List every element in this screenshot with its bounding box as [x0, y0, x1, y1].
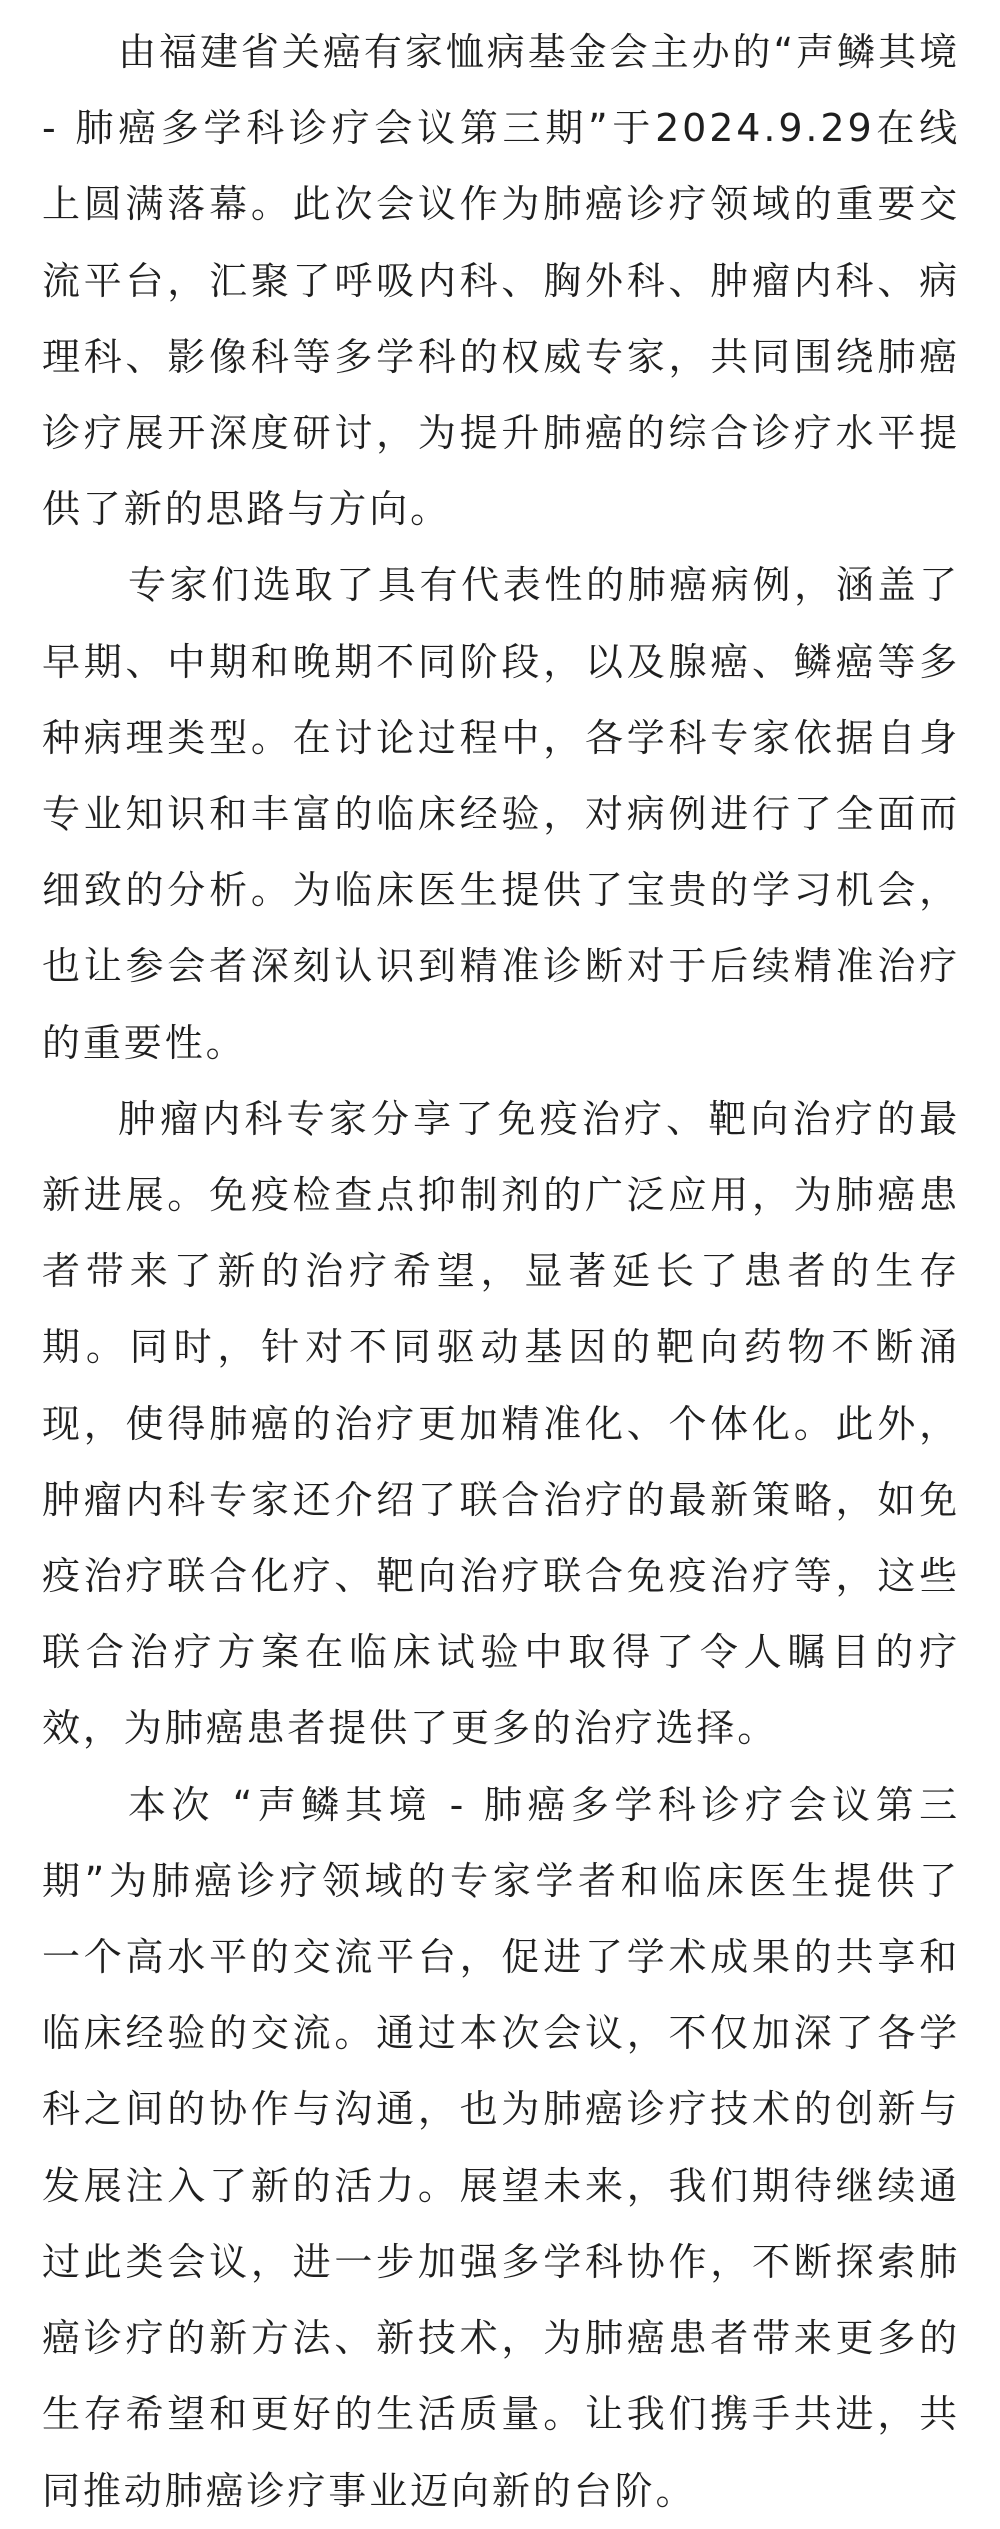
paragraph-intro: 由福建省关癌有家恤病基金会主办的“声鳞其境 - 肺癌多学科诊疗会议第三期”于2024.9.29在线上圆满落幕。此次会议作为肺癌诊疗领域的重要交流平台，汇聚了呼吸内科、胸外科、肿瘤内科、病理科、影像科等多学科的权威专家，共同围绕肺癌诊疗展开深度研讨，为提升肺癌的综合诊疗水平提供了新的思路与方向。: [42, 30, 975, 532]
paragraph-conclusion: 本次 “声鳞其境 - 肺癌多学科诊疗会议第三期”为肺癌诊疗领域的专家学者和临床医生提供了一个高水平的交流平台，促进了学术成果的共享和临床经验的交流。通过本次会议，不仅加深了各学科之间的协作与沟通，也为肺癌诊疗技术的创新与发展注入了新的活力。展望未来，我们期待继续通过此类会议，进一步加强多学科协作，不断探索肺癌诊疗的新方法、新技术，为肺癌患者带来更多的生存希望和更好的生活质量。让我们携手共进，共同推动肺癌诊疗事业迈向新的台阶。: [42, 1782, 960, 2513]
article-body: [42, 14, 975, 2529]
paragraph-oncology-progress: 肿瘤内科专家分享了免疫治疗、靶向治疗的最新进展。免疫检查点抑制剂的广泛应用，为肺癌患者带来了新的治疗希望，显著延长了患者的生存期。同时，针对不同驱动基因的靶向药物不断涌现，使得肺癌的治疗更加精准化、个体化。此外，肿瘤内科专家还介绍了联合治疗的最新策略，如免疫治疗联合化疗、靶向治疗联合免疫治疗等，这些联合治疗方案在临床试验中取得了令人瞩目的疗效，为肺癌患者提供了更多的治疗选择。: [42, 1096, 960, 1751]
paragraph-case-discussion: 专家们选取了具有代表性的肺癌病例，涵盖了早期、中期和晚期不同阶段，以及腺癌、鳞癌等多种病理类型。在讨论过程中，各学科专家依据自身专业知识和丰富的临床经验，对病例进行了全面而细致的分析。为临床医生提供了宝贵的学习机会，也让参会者深刻认识到精准诊断对于后续精准治疗的重要性。: [42, 563, 960, 1065]
